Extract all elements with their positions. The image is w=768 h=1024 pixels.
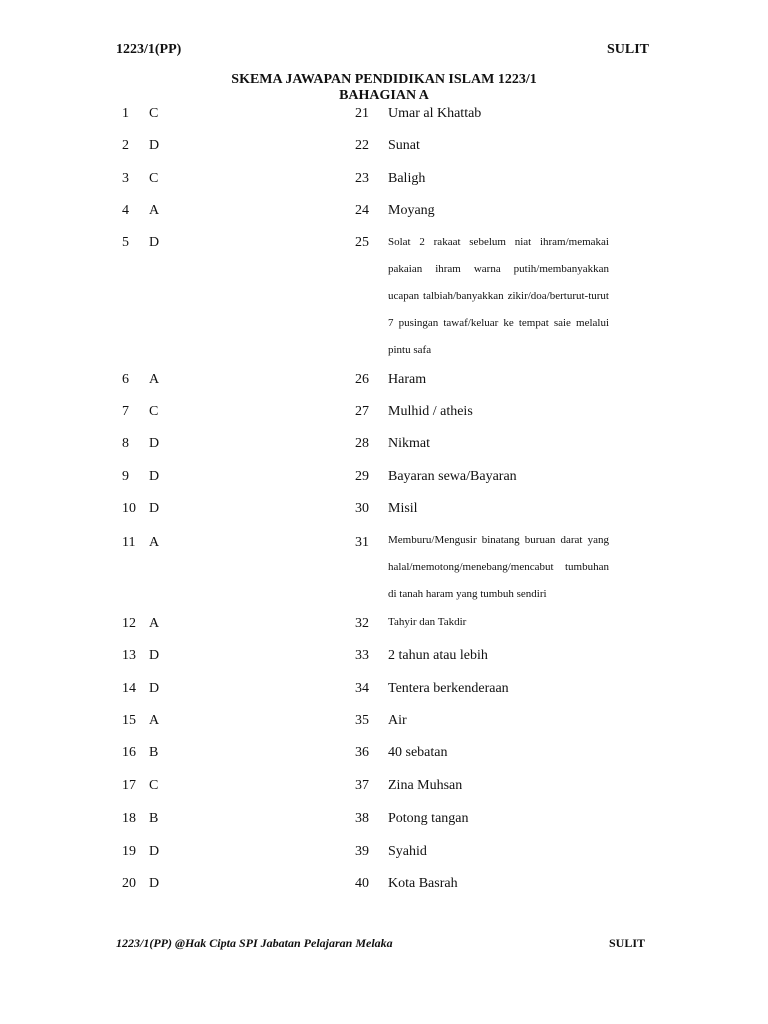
- question-number: 31: [355, 535, 369, 550]
- answer: Misil: [388, 501, 418, 516]
- answer: C: [149, 404, 159, 419]
- answer-long: Memburu/Mengusir binatang buruan darat yang halal/memotong/menebang/mencabut tumbuhan di tanah haram yang tumbuh sendiri: [388, 534, 609, 600]
- answer: A: [149, 713, 160, 728]
- answer: Baligh: [388, 171, 426, 186]
- subtitle-line: BAHAGIAN A: [339, 88, 429, 103]
- question-number: 15: [122, 713, 136, 728]
- question-number: 32: [355, 616, 369, 631]
- answer: Sunat: [388, 138, 420, 153]
- question-number: 2: [122, 138, 129, 153]
- answer: Nikmat: [388, 436, 430, 451]
- answer: D: [149, 648, 160, 663]
- question-number: 34: [355, 681, 369, 696]
- answer: A: [149, 203, 160, 218]
- answer: Mulhid / atheis: [388, 404, 473, 419]
- question-number: 6: [122, 372, 129, 387]
- question-number: 25: [355, 235, 369, 250]
- question-number: 22: [355, 138, 369, 153]
- question-number: 33: [355, 648, 369, 663]
- question-number: 14: [122, 681, 136, 696]
- answer: Air: [388, 713, 407, 728]
- answer: 2 tahun atau lebih: [388, 648, 488, 663]
- answer: A: [149, 616, 160, 631]
- answer: 40 sebatan: [388, 745, 448, 760]
- question-number: 20: [122, 876, 136, 891]
- question-number: 10: [122, 501, 136, 516]
- answer: D: [149, 876, 160, 891]
- question-number: 17: [122, 778, 136, 793]
- question-number: 1: [122, 106, 129, 121]
- question-number: 7: [122, 404, 129, 419]
- question-number: 13: [122, 648, 136, 663]
- answer: Umar al Khattab: [388, 106, 482, 121]
- question-number: 40: [355, 876, 369, 891]
- answer: Bayaran sewa/Bayaran: [388, 469, 517, 484]
- question-number: 29: [355, 469, 369, 484]
- question-number: 4: [122, 203, 129, 218]
- answer: D: [149, 235, 160, 250]
- page-title: [0, 72, 768, 104]
- question-number: 23: [355, 171, 369, 186]
- question-number: 36: [355, 745, 369, 760]
- answer: B: [149, 745, 159, 760]
- answer: Haram: [388, 372, 427, 387]
- answer: D: [149, 844, 160, 859]
- answer: Potong tangan: [388, 811, 469, 826]
- question-number: 18: [122, 811, 136, 826]
- footer-copyright: 1223/1(PP) @Hak Cipta SPI Jabatan Pelajaran Melaka: [116, 936, 393, 950]
- answer: C: [149, 106, 159, 121]
- answer: D: [149, 138, 160, 153]
- question-number: 37: [355, 778, 369, 793]
- question-number: 24: [355, 203, 369, 218]
- answer: Kota Basrah: [388, 876, 458, 891]
- answer: D: [149, 681, 160, 696]
- question-number: 38: [355, 811, 369, 826]
- answer: Tentera berkenderaan: [388, 681, 509, 696]
- answer: Moyang: [388, 203, 435, 218]
- answer: C: [149, 778, 159, 793]
- question-number: 21: [355, 106, 369, 121]
- paper-code: 1223/1(PP): [116, 42, 182, 57]
- question-number: 12: [122, 616, 136, 631]
- question-number: 3: [122, 171, 129, 186]
- question-number: 28: [355, 436, 369, 451]
- classification-label: SULIT: [607, 42, 650, 57]
- answer: D: [149, 436, 160, 451]
- question-number: 26: [355, 372, 369, 387]
- question-number: 30: [355, 501, 369, 516]
- question-number: 16: [122, 745, 136, 760]
- answer-long: Solat 2 rakaat sebelum niat ihram/memakai pakaian ihram warna putih/membanyakkan ucapan talbiah/banyakkan zikir/doa/berturut-turut 7 pusingan tawaf/keluar ke tempat saie melalui pintu safa: [388, 236, 609, 356]
- answer: C: [149, 171, 159, 186]
- answer: A: [149, 535, 160, 550]
- answer: Tahyir dan Takdir: [388, 616, 467, 628]
- question-number: 11: [122, 535, 136, 550]
- question-number: 35: [355, 713, 369, 728]
- answer: Syahid: [388, 844, 427, 859]
- question-number: 27: [355, 404, 369, 419]
- question-number: 8: [122, 436, 129, 451]
- footer-classification: SULIT: [609, 936, 646, 950]
- question-number: 9: [122, 469, 129, 484]
- answer: D: [149, 469, 160, 484]
- answer: B: [149, 811, 159, 826]
- answer: Zina Muhsan: [388, 778, 463, 793]
- question-number: 5: [122, 235, 129, 250]
- answer: A: [149, 372, 160, 387]
- answer: D: [149, 501, 160, 516]
- title-line: SKEMA JAWAPAN PENDIDIKAN ISLAM 1223/1: [231, 72, 537, 87]
- question-number: 39: [355, 844, 369, 859]
- question-number: 19: [122, 844, 136, 859]
